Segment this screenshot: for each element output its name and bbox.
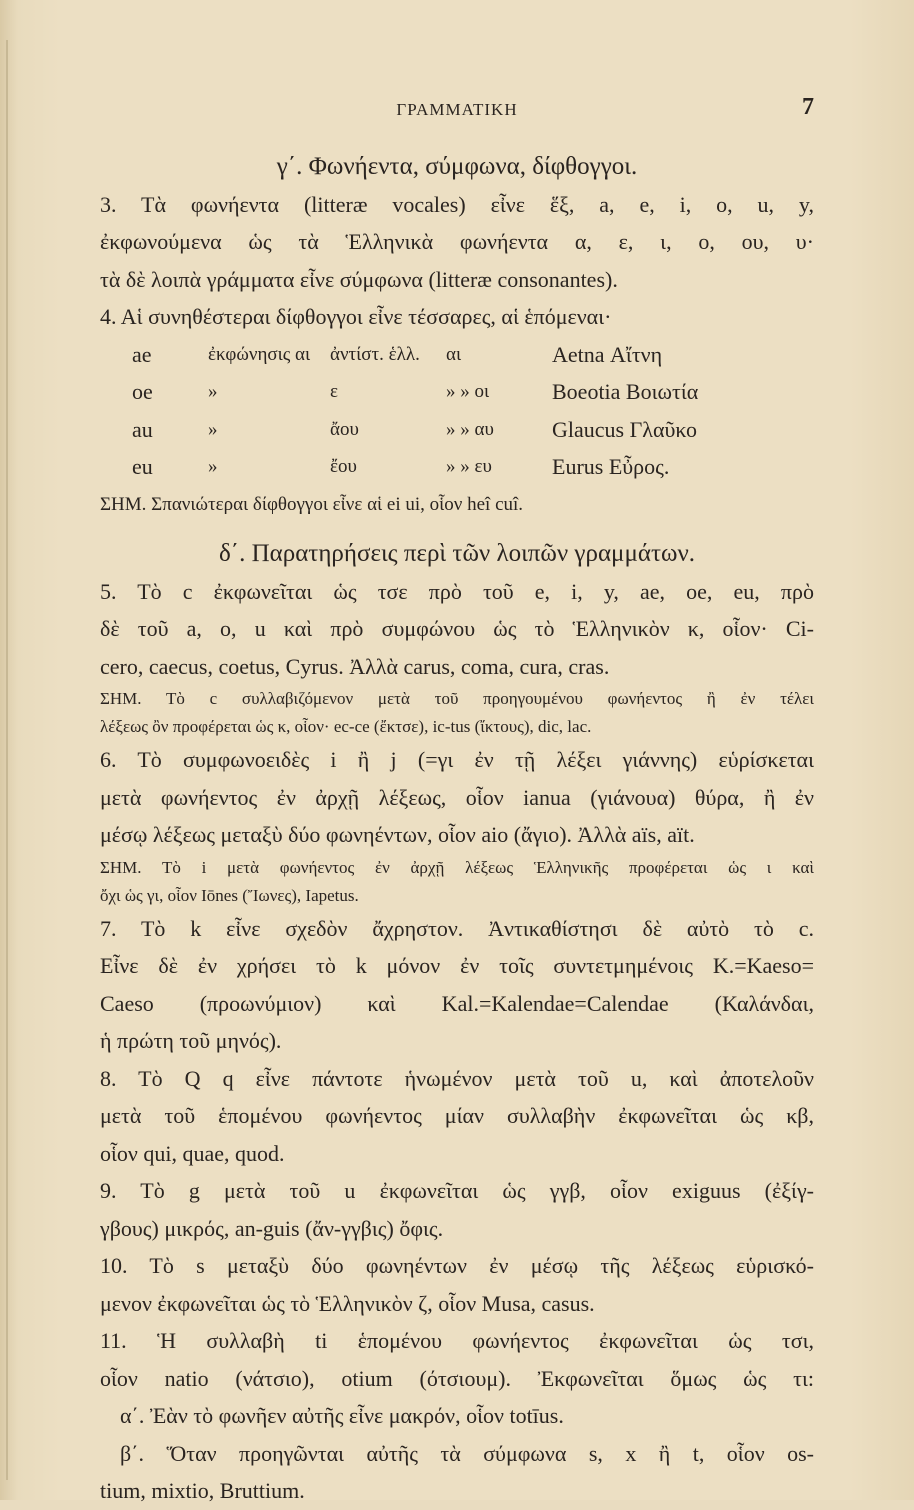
paragraph-line: 7. Τὸ k εἶνε σχεδὸν ἄχρηστον. Ἀντικαθίστησι δὲ αὐτὸ τὸ c. (100, 915, 814, 941)
page-body (100, 148, 814, 1510)
table-cell-latin: ae (132, 341, 152, 367)
table-cell-desc: » (208, 381, 218, 402)
paragraph-line: οἷον qui, quae, quod. (100, 1140, 285, 1166)
paragraph-line: τὰ δὲ λοιπὰ γράμματα εἶνε σύμφωνα (litteræ consonantes). (100, 266, 618, 292)
table-cell-desc: ἐκφώνησις αι (208, 343, 311, 365)
section-heading-d: δ΄. Παρατηρήσεις περὶ τῶν λοιπῶν γραμμάτων. (218, 540, 696, 567)
table-cell-greek: » » αυ (446, 418, 494, 440)
table-row (100, 373, 814, 411)
paragraph-line: tium, mixtio, Bruttium. (100, 1478, 305, 1503)
paragraph-line: μετὰ τοῦ ἑπομένου φωνήεντος μίαν συλλαβὴν ἐκφωνεῖται ὡς κβ, (100, 1103, 814, 1128)
table-cell-example: Eurus Εὖρος. (552, 454, 670, 479)
paragraph-line: 6. Τὸ συμφωνοειδὲς i ἢ j (=γι ἐν τῇ λέξει γιάννης) εὑρίσκεται (100, 747, 814, 772)
note-line: ΣΗΜ. Σπανιώτεραι δίφθογγοι εἶνε αἱ ei ui, οἷον heî cuî. (100, 493, 524, 515)
running-title: ΓΡΑΜΜΑΤΙΚΗ (396, 100, 518, 119)
paragraph-line: ἡ πρώτη τοῦ μηνός). (100, 1028, 282, 1053)
paragraph-line: 3. Τὰ φωνήεντα (litteræ vocales) εἶνε ἕξ, a, e, i, o, u, y, (100, 191, 814, 217)
table-cell-latin: eu (132, 454, 153, 479)
table-row (100, 336, 814, 374)
paragraph-line: β΄. Ὅταν προηγῶνται αὐτῆς τὰ σύμφωνα s, x ἢ t, οἷον os- (120, 1440, 814, 1466)
page-edge-shadow (6, 40, 8, 1480)
section-spacer (100, 523, 814, 535)
table-cell-mid: ε (330, 381, 338, 402)
paragraph-line: Εἶνε δὲ ἐν χρήσει τὸ k μόνον ἐν τοῖς συντετμημένοις K.=Kaeso= (100, 953, 814, 978)
paragraph-line: α΄. Ἐὰν τὸ φωνῆεν αὐτῆς εἶνε μακρόν, οἷον totīus. (120, 1403, 564, 1428)
paragraph-line: Caeso (προωνύμιον) καὶ Kal.=Kalendae=Calendae (Καλάνδαι, (100, 990, 814, 1016)
table-cell-mid: ἄου (330, 418, 359, 440)
table-cell-mid: ἀντίστ. ἑλλ. (330, 343, 420, 365)
paragraph-line: γβους) μικρός, an-guis (ἄν-γγβις) ὄφις. (100, 1215, 444, 1241)
paragraph-line: δὲ τοῦ a, o, u καὶ πρὸ συμφώνου ὡς τὸ Ἑλληνικὸν κ, οἷον· Ci- (100, 616, 814, 641)
paragraph-line: οἷον natio (νάτσιο), otium (ότσιουμ). Ἐκφωνεῖται ὅμως ὡς τι: (100, 1365, 814, 1391)
paragraph-line: μέσῳ λέξεως μεταξὺ δύο φωνηέντων, οἷον aio (ἄγιο). Ἀλλὰ aïs, aït. (100, 822, 695, 847)
diphthong-table (100, 336, 814, 486)
table-cell-mid: ἔου (330, 456, 357, 477)
table-cell-greek: » » οι (446, 381, 490, 402)
page-header (100, 94, 814, 130)
table-row (100, 411, 814, 449)
table-cell-latin: oe (132, 379, 153, 404)
paragraph-line: μενον ἐκφωνεῖται ὡς τὸ Ἑλληνικὸν ζ, οἷον Musa, casus. (100, 1290, 595, 1316)
paragraph-line: 4. Αἱ συνηθέστεραι δίφθογγοι εἶνε τέσσαρες, αἱ ἑπόμεναι· (100, 304, 612, 329)
note-line: λέξεως ὂν προφέρεται ὡς κ, οἷον· ec-ce (ἔκτσε), ic-tus (ἴκτους), dic, lac. (100, 717, 592, 736)
table-cell-greek: » » ευ (446, 456, 492, 477)
page-number: 7 (802, 94, 814, 120)
paragraph-line: 11. Ἡ συλλαβὴ ti ἑπομένου φωνήεντος ἐκφωνεῖται ὡς τσι, (100, 1328, 814, 1353)
section-d-paragraphs (100, 573, 814, 1510)
table-cell-example: Glaucus Γλαῦκο (552, 416, 697, 442)
note-line: ΣΗΜ. Τὸ i μετὰ φωνήεντος ἐν ἀρχῇ λέξεως Ἑλληνικῆς προφέρεται ὡς ι καὶ (100, 857, 814, 877)
table-cell-desc: » (208, 456, 218, 477)
paragraph-line: cero, caecus, coetus, Cyrus. Ἀλλὰ carus, coma, cura, cras. (100, 653, 610, 679)
table-cell-example: Aetna Αἴτνη (552, 341, 663, 367)
paragraph-line: 9. Τὸ g μετὰ τοῦ u ἐκφωνεῖται ὡς γγβ, οἷον exiguus (ἐξίγ- (100, 1178, 814, 1203)
table-cell-desc: » (208, 418, 218, 440)
table-cell-latin: au (132, 416, 153, 442)
paragraph-line: μετὰ φωνήεντος ἐν ἀρχῇ λέξεως, οἷον ianua (γιάνουα) θύρα, ἢ ἐν (100, 784, 814, 810)
paragraph-line: 5. Τὸ c ἐκφωνεῖται ὡς τσε πρὸ τοῦ e, i, y, ae, oe, eu, πρὸ (100, 578, 814, 604)
note-line: ὄχι ὡς γι, οἷον Iōnes (Ἴωνες), Iapetus. (100, 885, 359, 905)
table-cell-example: Boeotia Βοιωτία (552, 379, 699, 404)
table-row (100, 448, 814, 486)
note-line: ΣΗΜ. Τὸ c συλλαβιζόμενον μετὰ τοῦ προηγουμένου φωνήεντος ἢ ἐν τέλει (100, 689, 814, 708)
paragraph-line: 10. Τὸ s μεταξὺ δύο φωνηέντων ἐν μέσῳ τῆς λέξεως εὑρισκό- (100, 1253, 814, 1278)
paragraph-line: 8. Τὸ Q q εἶνε πάντοτε ἡνωμένον μετὰ τοῦ u, καὶ ἀποτελοῦν (100, 1065, 814, 1091)
paragraph-line: ἐκφωνούμενα ὡς τὰ Ἑλληνικὰ φωνήεντα α, ε, ι, ο, ου, υ· (100, 229, 814, 254)
table-cell-greek: αι (446, 343, 462, 365)
section-heading-c: γ΄. Φωνήεντα, σύμφωνα, δίφθογγοι. (276, 153, 638, 180)
